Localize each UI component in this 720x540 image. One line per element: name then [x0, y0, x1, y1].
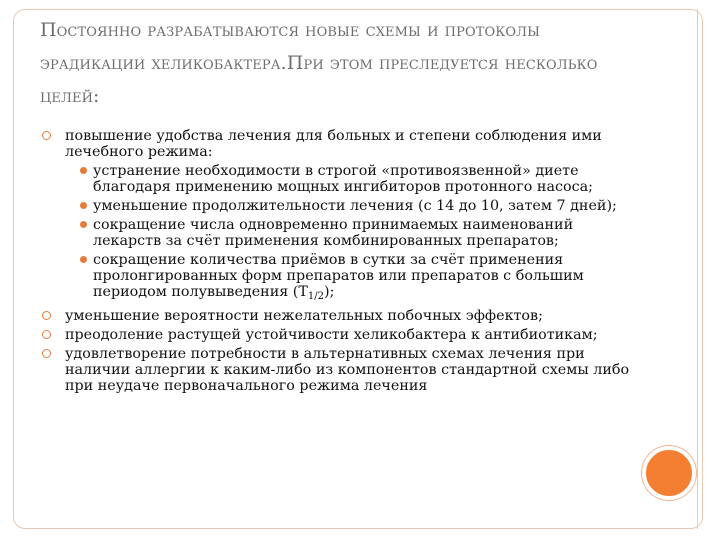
decorative-circle — [642, 446, 696, 500]
list-item-text: уменьшение вероятности нежелательных побочных эффектов; — [65, 308, 543, 324]
sub-list-item-text: устранение необходимости в строгой «противоязвенной» диете благодаря применению мощных ингибиторов протонного насоса; — [93, 163, 593, 195]
list-item — [40, 308, 630, 324]
slide-title: Постоянно разрабатываются новые схемы и протоколы эрадикации хеликобактера.При этом преследуется несколько целей: — [40, 19, 598, 107]
sub-list-item-text-main: сокращение количества приёмов в сутки за счёт применения пролонгированных форм препаратов или препаратов с большим периодом полувыведения (Т — [93, 252, 584, 300]
list-item — [40, 128, 630, 160]
bullet-dot-icon — [80, 221, 87, 228]
sub-list-item — [40, 252, 630, 305]
list-item-text: преодоление растущей устойчивости хеликобактера к антибиотикам; — [65, 327, 598, 343]
bullet-ring-icon — [42, 131, 51, 140]
slide-content — [40, 128, 630, 397]
sub-list-item-text-end: ); — [324, 284, 335, 300]
bullet-dot-icon — [80, 202, 87, 209]
slide-frame-divider — [697, 9, 698, 529]
sub-list-item — [40, 163, 630, 195]
list-item-text: повышение удобства лечения для больных и степени соблюдения ими лечебного режима: — [65, 128, 602, 160]
bullet-ring-icon — [42, 311, 51, 320]
half-life-subscript: 1/2 — [307, 291, 325, 302]
bullet-list — [40, 128, 630, 394]
sub-list-item-text: сокращение числа одновременно принимаемых наименований лекарств за счёт применения комбинированных препаратов; — [93, 217, 574, 249]
sub-list-item — [40, 198, 630, 214]
list-item — [40, 327, 630, 343]
sub-list-item — [40, 217, 630, 249]
sub-list-item-text — [93, 252, 584, 300]
bullet-ring-icon — [42, 330, 51, 339]
list-item — [40, 346, 630, 394]
bullet-ring-icon — [42, 349, 51, 358]
sub-list-item-text: уменьшение продолжительности лечения (с 14 до 10, затем 7 дней); — [93, 198, 617, 214]
list-item-text: удовлетворение потребности в альтернативных схемах лечения при наличии аллергии к каким-либо из компонентов стандартной схемы либо при неудаче первоначального режима лечения — [65, 346, 630, 394]
bullet-dot-icon — [80, 167, 87, 174]
bullet-dot-icon — [80, 256, 87, 263]
